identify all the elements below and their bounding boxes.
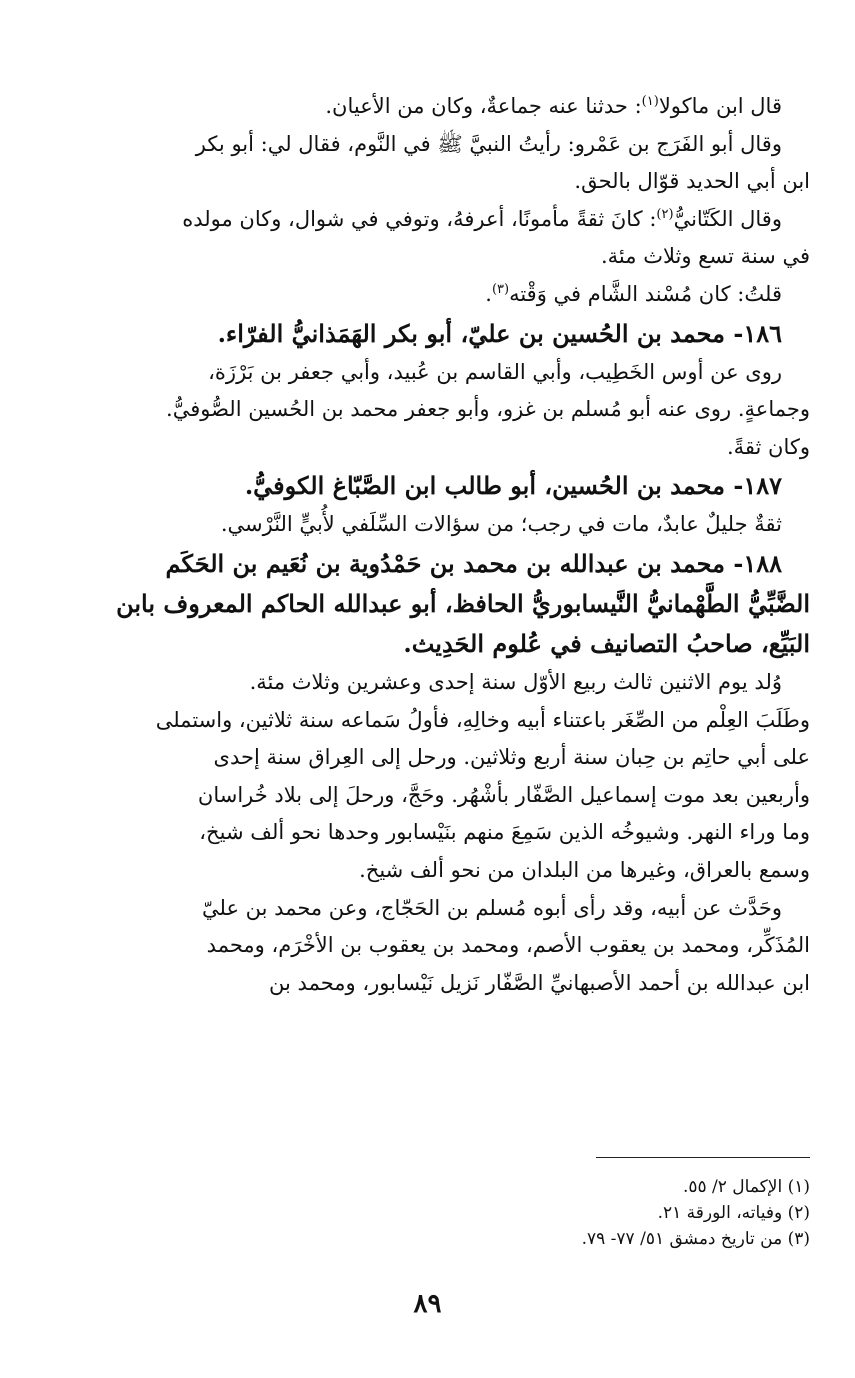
text-line: على أبي حاتِم بن حِبان سنة أربع وثلاثين. ورحل إلى العِراق سنة إحدى — [213, 745, 810, 770]
text-line: ثقةٌ جليلٌ عابدٌ، مات في رجب؛ من سؤالات السِّلَفي لأُبيٍّ النَّرْسي. — [220, 512, 782, 537]
text-line: ابن عبدالله بن أحمد الأصبهانيِّ الصَّفّار نَزيل نَيْسابور، ومحمد بن — [269, 970, 810, 995]
text-line: وُلد يوم الاثنين ثالث ربيع الأوّل سنة إحدى وعشرين وثلاث مئة. — [249, 669, 782, 694]
entry-heading-188 — [64, 544, 810, 584]
text-line: وما وراء النهر. وشيوخُه الذين سَمِعَ منهم بنَيْسابور وحدها نحو ألف شيخ، — [199, 820, 810, 845]
footnote-3: (٣) من تاريخ دمشق ٥١/ ٧٧- ٧٩. — [581, 1229, 810, 1249]
text-line: وطَلَبَ العِلْم من الصِّغَر باعتناء أبيه وخالِهِ، فأولُ سَماعه سنة ثلاثين، واستملى — [155, 707, 810, 732]
footnote-divider — [596, 1157, 810, 1158]
entry-number: ١٨٧- — [725, 471, 782, 501]
text-line: وأربعين بعد موت إسماعيل الصَّفّار بأشْهُر. وحَجَّ، ورحلَ إلى بلاد خُراسان — [197, 782, 810, 807]
footnotes — [420, 1174, 810, 1252]
footnote-1: (١) الإكمال ٢/ ٥٥. — [682, 1177, 810, 1197]
entry-title: محمد بن الحُسين، أبو طالب ابن الصَّبّاغ الكوفيُّ. — [244, 471, 725, 501]
entry-number: ١٨٦- — [725, 318, 782, 348]
text-span: : كانَ ثقةً مأمونًا، أعرفهُ، وتوفي في شوال، وكان مولده — [182, 206, 657, 231]
text-line: ابن أبي الحديد قوّال بالحق. — [574, 169, 810, 194]
text-span: قال ابن ماكولا — [658, 94, 782, 118]
text-line: وقال أبو الفَرَج بن عَمْرو: رأيتُ النبيَّ ﷺ في النَّوم، فقال لي: أبو بكر — [195, 131, 782, 156]
text-line: المُذَكِّر، ومحمد بن يعقوب الأصم، ومحمد بن يعقوب بن الأخْرَم، ومحمد — [206, 933, 810, 958]
entry-number: ١٨٨- — [725, 548, 782, 578]
text-line — [64, 201, 810, 239]
entry-heading-187 — [64, 466, 810, 506]
text-span: . — [485, 281, 492, 306]
entry-heading-186 — [64, 314, 810, 354]
text-line: وسمع بالعراق، وغيرها من البلدان من نحو ألف شيخ. — [359, 857, 810, 882]
text-line: وجماعةٍ. روى عنه أبو مُسلم بن غزو، وأبو جعفر محمد بن الحُسين الصُّوفيُّ. — [166, 397, 810, 422]
text-line — [64, 276, 810, 314]
entry-heading-188-cont: البَيِّع، صاحبُ التصانيف في عُلوم الحَدِيث. — [403, 628, 810, 658]
entry-title: محمد بن عبدالله بن محمد بن حَمْدُوية بن نُعَيم بن الحَكَم — [165, 548, 725, 578]
entry-title: محمد بن الحُسين بن عليّ، أبو بكر الهَمَذانيُّ الفرّاء. — [217, 318, 725, 348]
text-line: في سنة تسع وثلاث مئة. — [601, 244, 810, 269]
footnote-marker: (٣) — [491, 281, 510, 297]
text-span: قلتُ: كان مُسْند الشَّام في وَقْته — [509, 281, 782, 306]
footnote-marker: (٢) — [656, 206, 674, 222]
text-span: : حدثنا عنه جماعةٌ، وكان من الأعيان. — [325, 94, 642, 118]
main-text — [64, 88, 810, 1002]
page-number: ٨٩ — [413, 1289, 442, 1319]
text-line — [64, 88, 810, 126]
footnote-2: (٢) وفياته، الورقة ٢١. — [657, 1203, 810, 1223]
entry-heading-188-cont: الضَّبِّيُّ الطَّهْمانيُّ النَّيسابوريُّ الحافظ، أبو عبدالله الحاكم المعروف بابن — [116, 588, 810, 618]
text-span: وقال الكَتّانيُّ — [673, 206, 782, 231]
footnote-marker: (١) — [641, 94, 659, 109]
text-line: وحَدَّث عن أبيه، وقد رأى أبوه مُسلم بن الحَجّاج، وعن محمد بن عليّ — [202, 895, 782, 920]
text-line: وكان ثقةً. — [726, 434, 810, 459]
text-line: روى عن أوس الخَطِيب، وأبي القاسم بن عُبيد، وأبي جعفر بن بَرْزَة، — [208, 359, 782, 384]
